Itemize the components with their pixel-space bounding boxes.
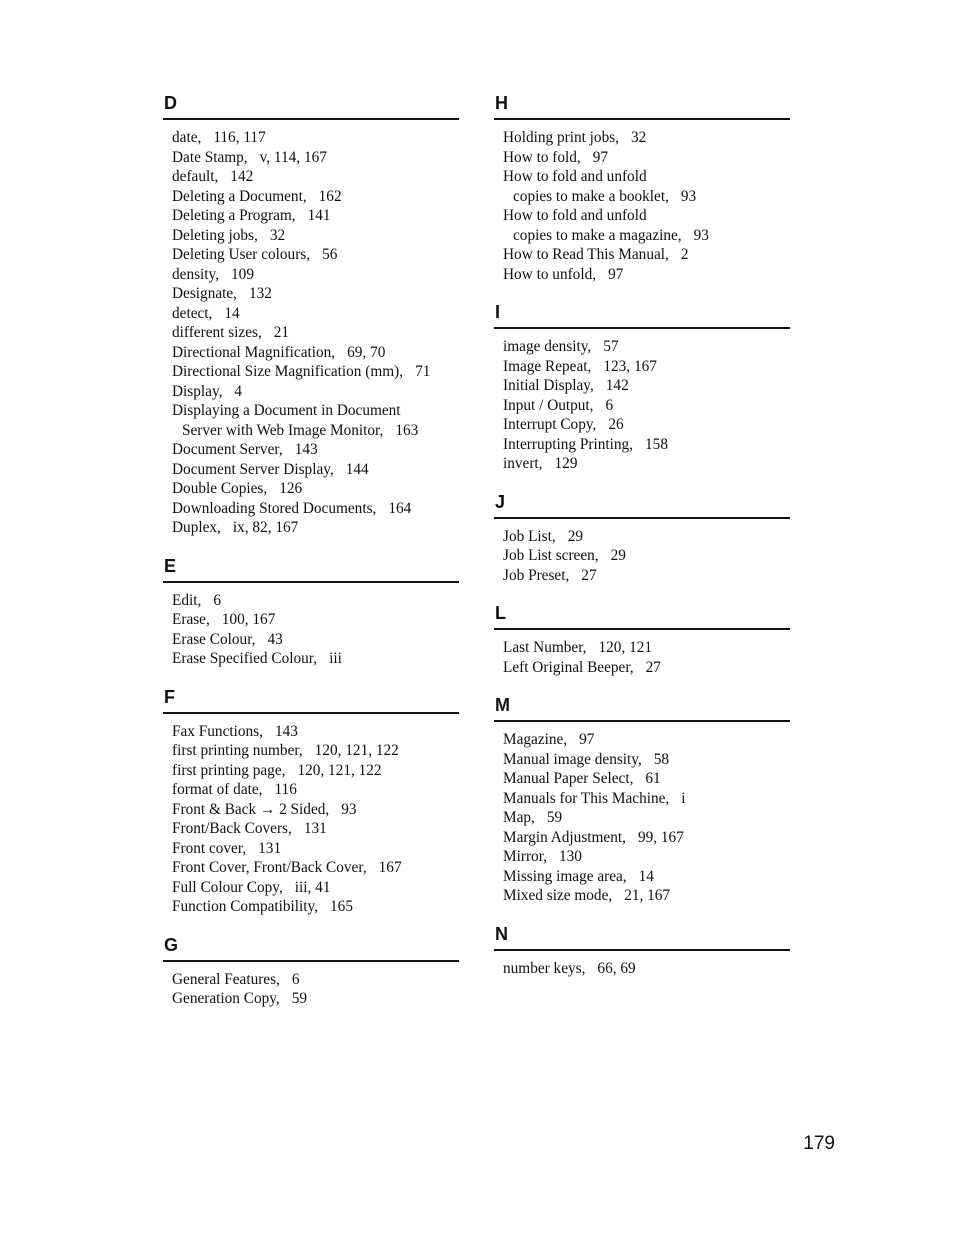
index-entry	[172, 167, 459, 187]
index-entry-continuation	[503, 226, 790, 246]
entry-term: Manuals for This Machine,	[503, 789, 670, 807]
entry-page-refs: 69, 70	[347, 343, 386, 361]
index-entry	[503, 245, 790, 265]
entry-term: Erase,	[172, 611, 210, 628]
entry-page-refs: 143	[274, 722, 298, 740]
index-entry	[503, 396, 790, 416]
entry-page-refs: 116, 117	[213, 129, 266, 146]
index-entry	[503, 415, 790, 435]
entry-term: How to fold and unfold	[503, 207, 647, 224]
entry-term: Front & Back → 2 Sided,	[172, 800, 330, 818]
entry-page-refs: 32	[269, 226, 286, 244]
entry-list	[494, 120, 790, 284]
index-entry	[172, 780, 459, 800]
entry-page-refs: i	[681, 789, 686, 807]
entry-page-refs: 100, 167	[221, 611, 276, 628]
index-entry	[172, 591, 459, 611]
entry-page-refs: 59	[546, 809, 563, 826]
entry-term: first printing page,	[172, 761, 286, 779]
entry-list	[163, 714, 459, 917]
entry-term: Deleting User colours,	[172, 246, 311, 263]
index-entry	[172, 148, 459, 168]
entry-term: number keys,	[503, 959, 586, 977]
index-entry	[503, 867, 790, 887]
entry-list	[163, 120, 459, 538]
entry-term: Input / Output,	[503, 396, 594, 414]
entry-page-refs: 58	[653, 750, 670, 768]
entry-term: Last Number,	[503, 639, 587, 656]
index-entry	[172, 382, 459, 402]
entry-list	[163, 583, 459, 669]
entry-list	[163, 962, 459, 1009]
entry-term: Map,	[503, 809, 535, 826]
entry-term: Display,	[172, 382, 223, 400]
entry-term: How to fold,	[503, 148, 581, 166]
entry-page-refs: 6	[213, 591, 221, 609]
index-entry	[172, 878, 459, 898]
entry-page-refs: v, 114, 167	[259, 148, 327, 166]
index-entry	[503, 376, 790, 396]
index-entry	[172, 206, 459, 226]
entry-page-refs: 4	[234, 382, 243, 400]
section-letter-heading: E	[163, 555, 459, 583]
entry-page-refs: 21	[273, 324, 290, 341]
section-letter-heading: L	[494, 602, 790, 630]
entry-page-refs: 109	[231, 265, 254, 283]
entry-page-refs: 59	[291, 990, 308, 1007]
entry-term: Mirror,	[503, 848, 547, 865]
entry-page-refs: 99, 167	[637, 828, 684, 846]
entry-page-refs: 93	[693, 226, 709, 244]
entry-term: Full Colour Copy,	[172, 878, 283, 896]
index-entry	[503, 546, 790, 566]
index-section-l	[494, 602, 790, 677]
index-entry	[172, 304, 459, 324]
entry-term: Duplex,	[172, 519, 221, 536]
entry-term: Designate,	[172, 285, 237, 302]
index-section-h	[494, 92, 790, 284]
entry-page-refs: 71	[415, 363, 431, 380]
entry-term: Directional Magnification,	[172, 343, 336, 361]
entry-term: Document Server,	[172, 441, 283, 458]
entry-term: Manual Paper Select,	[503, 770, 634, 787]
section-letter-heading: F	[163, 686, 459, 714]
entry-page-refs: 162	[318, 187, 342, 205]
entry-page-refs: iii	[329, 650, 342, 667]
index-entry	[172, 323, 459, 343]
entry-term: date,	[172, 129, 202, 146]
entry-page-refs: 6	[291, 970, 300, 988]
entry-page-refs: 131	[258, 839, 282, 857]
index-column-left	[163, 92, 459, 1026]
index-entry	[503, 808, 790, 828]
entry-term: Downloading Stored Documents,	[172, 499, 377, 517]
index-section-n	[494, 923, 790, 979]
index-entry	[503, 750, 790, 770]
entry-page-refs: 14	[224, 304, 240, 322]
index-entry	[503, 167, 790, 187]
index-entry	[172, 819, 459, 839]
entry-term: image density,	[503, 338, 592, 355]
index-entry	[503, 435, 790, 455]
entry-term: How to unfold,	[503, 265, 597, 283]
entry-page-refs: 163	[395, 421, 419, 439]
entry-page-refs: 132	[249, 285, 272, 302]
entry-page-refs: 21, 167	[624, 887, 671, 904]
entry-term: Interrupting Printing,	[503, 435, 634, 453]
index-entry	[172, 226, 459, 246]
entry-page-refs: 26	[608, 416, 624, 433]
entry-page-refs: 130	[559, 848, 582, 865]
index-section-m	[494, 694, 790, 906]
entry-page-refs: 167	[378, 859, 402, 876]
entry-list	[494, 630, 790, 677]
entry-page-refs: 97	[608, 265, 624, 283]
index-entry	[503, 566, 790, 586]
index-entry	[172, 362, 459, 382]
index-entry	[172, 839, 459, 859]
entry-page-refs: 32	[631, 129, 647, 146]
entry-page-refs: 116	[274, 781, 297, 798]
entry-term: Front Cover, Front/Back Cover,	[172, 859, 367, 876]
index-entry	[503, 789, 790, 809]
entry-term: Fax Functions,	[172, 722, 263, 740]
entry-term: Directional Size Magnification (mm),	[172, 363, 404, 380]
entry-page-refs: 14	[638, 867, 654, 885]
index-entry	[172, 970, 459, 990]
index-entry	[172, 630, 459, 650]
entry-list	[494, 951, 790, 979]
entry-term: Edit,	[172, 591, 202, 609]
entry-page-refs: 93	[341, 800, 357, 818]
entry-term-continuation: copies to make a booklet,	[513, 187, 669, 205]
index-section-g	[163, 934, 459, 1009]
index-entry	[172, 722, 459, 742]
entry-term: Magazine,	[503, 731, 568, 748]
entry-page-refs: 120, 121, 122	[297, 761, 382, 779]
entry-page-refs: 165	[330, 898, 353, 915]
entry-page-refs: iii, 41	[294, 878, 331, 896]
entry-list	[494, 519, 790, 586]
entry-page-refs: 123, 167	[603, 357, 657, 375]
entry-term: Manual image density,	[503, 750, 642, 768]
entry-term: Interrupt Copy,	[503, 416, 597, 433]
entry-page-refs: 29	[567, 527, 583, 545]
entry-term: Margin Adjustment,	[503, 828, 626, 846]
entry-term: Job List,	[503, 527, 556, 545]
entry-term: density,	[172, 265, 220, 283]
entry-page-refs: 27	[645, 658, 661, 676]
entry-page-refs: 93	[680, 187, 697, 205]
entry-term: Job Preset,	[503, 566, 570, 584]
index-entry	[172, 187, 459, 207]
entry-page-refs: 57	[603, 338, 619, 355]
index-entry	[172, 761, 459, 781]
entry-term: Deleting jobs,	[172, 226, 258, 244]
entry-term: Double Copies,	[172, 480, 268, 497]
entry-term: first printing number,	[172, 742, 303, 759]
index-entry	[172, 897, 459, 917]
entry-term: Document Server Display,	[172, 460, 334, 478]
entry-page-refs: 97	[579, 731, 595, 748]
entry-term: Front/Back Covers,	[172, 820, 292, 837]
entry-term: General Features,	[172, 970, 280, 988]
index-entry	[172, 499, 459, 519]
entry-page-refs: 61	[645, 770, 661, 787]
entry-term: Generation Copy,	[172, 990, 280, 1007]
index-entry	[503, 638, 790, 658]
entry-term-continuation: copies to make a magazine,	[513, 226, 682, 244]
entry-page-refs: 2	[680, 246, 689, 263]
entry-page-refs: ix, 82, 167	[232, 519, 299, 536]
index-entry	[172, 460, 459, 480]
entry-term: Initial Display,	[503, 377, 594, 394]
index-entry	[503, 959, 790, 979]
entry-list	[494, 329, 790, 474]
index-entry	[172, 649, 459, 669]
index-section-j	[494, 491, 790, 586]
index-column-right	[494, 92, 790, 995]
index-entry	[172, 343, 459, 363]
section-letter-heading: H	[494, 92, 790, 120]
entry-page-refs: 164	[388, 499, 412, 517]
entry-page-refs: 143	[294, 441, 318, 458]
entry-page-refs: 29	[610, 547, 626, 564]
entry-page-refs: 142	[605, 377, 629, 394]
section-letter-heading: M	[494, 694, 790, 722]
index-entry	[172, 265, 459, 285]
entry-page-refs: 129	[554, 455, 578, 472]
entry-list	[494, 722, 790, 906]
entry-term: Function Compatibility,	[172, 898, 319, 915]
index-entry	[503, 206, 790, 226]
entry-term: Deleting a Document,	[172, 187, 307, 205]
entry-page-refs: 141	[307, 207, 331, 224]
index-entry	[172, 245, 459, 265]
entry-term: detect,	[172, 304, 213, 322]
entry-term: How to fold and unfold	[503, 168, 647, 185]
index-entry-continuation	[172, 421, 459, 441]
index-entry	[503, 454, 790, 474]
index-entry	[503, 828, 790, 848]
entry-term: Displaying a Document in Document	[172, 402, 401, 419]
index-entry	[503, 148, 790, 168]
index-entry	[172, 858, 459, 878]
entry-page-refs: 27	[581, 566, 597, 584]
index-entry	[503, 265, 790, 285]
index-section-i	[494, 301, 790, 474]
entry-page-refs: 120, 121	[598, 639, 653, 656]
index-entry	[172, 800, 459, 820]
entry-term: format of date,	[172, 781, 263, 798]
index-entry	[503, 527, 790, 547]
entry-term-continuation: Server with Web Image Monitor,	[182, 421, 384, 439]
entry-term: Front cover,	[172, 839, 247, 857]
index-section-d	[163, 92, 459, 538]
entry-term: invert,	[503, 455, 543, 472]
entry-term: How to Read This Manual,	[503, 246, 669, 263]
entry-term: Image Repeat,	[503, 357, 592, 375]
index-section-f	[163, 686, 459, 917]
entry-page-refs: 6	[605, 396, 614, 414]
section-letter-heading: D	[163, 92, 459, 120]
entry-term: Erase Colour,	[172, 630, 256, 648]
entry-term: Job List screen,	[503, 547, 599, 564]
entry-page-refs: 126	[279, 480, 303, 497]
entry-page-refs: 158	[645, 435, 668, 453]
entry-term: Date Stamp,	[172, 148, 248, 166]
index-entry	[172, 989, 459, 1009]
entry-term: Missing image area,	[503, 867, 627, 885]
entry-term: Left Original Beeper,	[503, 658, 634, 676]
page-number: 179	[803, 1133, 835, 1154]
index-entry	[172, 518, 459, 538]
entry-term: default,	[172, 168, 219, 185]
entry-page-refs: 120, 121, 122	[314, 742, 399, 759]
entry-term: different sizes,	[172, 324, 262, 341]
index-entry	[172, 284, 459, 304]
index-entry	[503, 128, 790, 148]
entry-page-refs: 56	[322, 246, 338, 263]
index-entry	[172, 440, 459, 460]
entry-term: Deleting a Program,	[172, 207, 296, 224]
entry-term: Erase Specified Colour,	[172, 650, 318, 667]
index-section-e	[163, 555, 459, 669]
entry-page-refs: 97	[592, 148, 609, 166]
index-entry	[503, 886, 790, 906]
entry-page-refs: 43	[267, 630, 283, 648]
entry-page-refs: 66, 69	[597, 959, 636, 977]
index-entry	[503, 337, 790, 357]
entry-page-refs: 131	[303, 820, 327, 837]
section-letter-heading: J	[494, 491, 790, 519]
entry-page-refs: 144	[345, 460, 369, 478]
section-letter-heading: N	[494, 923, 790, 951]
entry-term: Holding print jobs,	[503, 129, 620, 146]
index-entry	[503, 769, 790, 789]
section-letter-heading: G	[163, 934, 459, 962]
index-entry	[172, 479, 459, 499]
index-entry	[172, 610, 459, 630]
index-entry	[503, 658, 790, 678]
index-entry-continuation	[503, 187, 790, 207]
index-entry	[503, 730, 790, 750]
index-entry	[503, 357, 790, 377]
index-entry	[172, 401, 459, 421]
entry-term: Mixed size mode,	[503, 887, 613, 904]
section-letter-heading: I	[494, 301, 790, 329]
index-entry	[172, 741, 459, 761]
entry-page-refs: 142	[230, 168, 254, 185]
index-entry	[503, 847, 790, 867]
index-entry	[172, 128, 459, 148]
